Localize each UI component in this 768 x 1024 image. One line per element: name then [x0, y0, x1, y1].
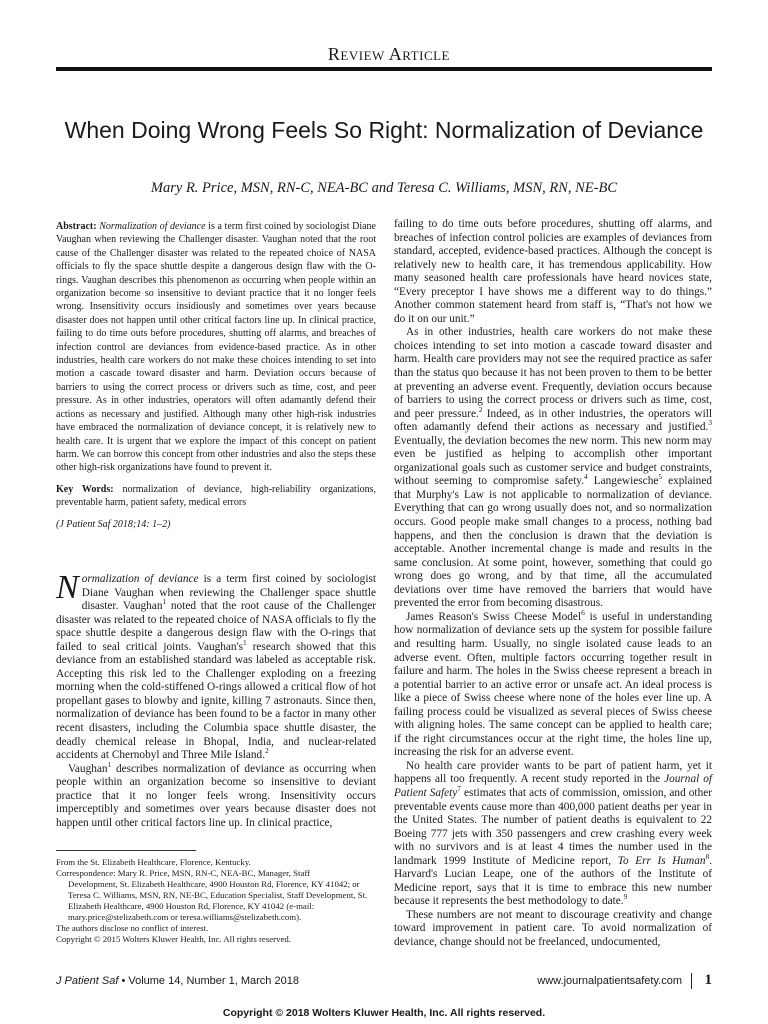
page-number: 1 [704, 972, 712, 988]
body-paragraph [394, 760, 712, 909]
correspondence-note: Correspondence: Mary R. Price, MSN, RN-C, NEA-BC, Manager, Staff [56, 868, 311, 878]
reference-marker: 1 [243, 637, 247, 647]
reference-marker: 8 [705, 851, 710, 861]
header-rule [56, 67, 712, 71]
journal-name: Journal of Patient Safety [394, 773, 712, 799]
body-text: noted that the root cause of the Challenger disaster was related to the repeated choice of NASA officials to fly the space shuttle despite a dangerous design flaw with the O-rings that failed to seal critical joints. Vaughan's [56, 600, 376, 653]
reference-marker: 3 [708, 418, 712, 428]
body-term: ormalization of deviance [81, 573, 199, 585]
reference-marker: 2 [478, 404, 483, 414]
body-text: is useful in understanding how normalization of deviance sets up the system for possible failure and resulting harm. Usually, no single isolated cause leads to an adverse event. Often, multiple factors occurring together result in failure and harm. The holes in the Swiss cheese represent a breach in a potential barrier to an active error or unsafe act. An ideal process is like a piece of Swiss cheese where none of the holes ever line up. A failing process could be visualized as several pieces of Swiss cheese with aligning holes. The same concept can be applied to health care; if the right circumstances occur at the right time, the holes line up, increasing the risk for an adverse event. [394, 610, 712, 759]
footer-bullet: • [121, 975, 126, 987]
volume-info: Volume 14, Number 1, March 2018 [128, 975, 299, 987]
section-label: Review Article [327, 44, 450, 64]
keywords-text: normalization of deviance, high-reliability organizations, preventable harm, patient safety, medical errors [56, 483, 376, 509]
reference-marker: 7 [457, 784, 461, 794]
reference-marker: 6 [581, 608, 585, 618]
body-left-column [56, 569, 376, 830]
body-paragraph: failing to do time outs before procedures, shutting off alarms, and breaches of infection control policies are examples of deviances from standard, accepted, evidence-based practices. Although the concept is relatively new to health care, it has tremendous applicability. How many seasoned health care professionals have heard novices state, “Every preceptor I have shows me a different way to do things.” Another common statement heard from staff is, “That's not how we do it on our unit.” [394, 218, 712, 325]
body-text: estimates that acts of commission, omission, and other preventable events cause more than 400,000 patient deaths per year in the United States. The number of patient deaths is equivalent to 22 Boeing 777 jets with 350 passengers and crew crashing every week with no survivors and is at least 4 times the number used in the landmark 1999 Institute of Medicine report, [394, 786, 712, 867]
journal-url[interactable]: www.journalpatientsafety.com [537, 975, 682, 987]
body-text: research showed that this deviance from an established standard was labeled as acceptable risk. Accepting this risk led to the Challenger exploding on a freezing morning when the cold-stiffened O-rings allowed a critical flow of hot propellant gases to blowby and ignite, killing 7 astronauts. Since then, normalization of deviance has been found to be a factor in many other recent disasters, including the Columbia space shuttle disaster, the deadly chemical release in Bhopal, India, and nuclear-related accidents at Chernobyl and Three Mile Island. [56, 640, 376, 762]
reference-marker: 2 [265, 746, 269, 756]
body-text: Indeed, as in other industries, the operators will often adamantly defend their actions as necessary and justified. [394, 407, 712, 434]
journal-footer [56, 975, 299, 987]
correspondence-details: Development, St. Elizabeth Healthcare, 4900 Houston Rd, Florence, KY 41042; or Teresa C. Williams, MSN, RN, NE-BC, Education Specialist, Staff Development, St. Elizabeth Healthcare, 4900 Houston Rd, Florence, KY 41042 (e-mail: mary.price@stelizabeth.com or teresa.williams@stelizabeth.com). [68, 879, 368, 922]
body-paragraph [394, 326, 712, 610]
report-title: To Err Is Human [617, 854, 706, 867]
body-paragraph [394, 608, 712, 760]
page-copyright: Copyright © 2018 Wolters Kluwer Health, Inc. All rights reserved. [222, 1007, 546, 1019]
body-text: As in other industries, health care workers do not make these choices intending to set into motion a cascade toward disaster and harm. Health care providers may not see the required practice as safer than the status quo because it has not been proven to them to be better at preventing an adverse event. Frequently, deviation occurs because of barriers to using the correct process or drivers such as time, cost, and peer pressure. [394, 326, 712, 420]
reference-marker: 4 [584, 472, 588, 482]
body-text: . Harvard's Lucian Leape, one of the authors of the Institute of Medicine report, says that it is time to embrace this new number because it represents the best methodology to date. [394, 854, 713, 908]
footer-separator [691, 973, 692, 989]
dropcap: N [56, 569, 79, 606]
reference-marker: 9 [623, 892, 628, 902]
copyright-note: Copyright © 2015 Wolters Kluwer Health, Inc. All rights reserved. [56, 934, 291, 944]
footnotes [56, 857, 376, 945]
page-footer [56, 973, 712, 993]
reference-marker: 1 [107, 759, 112, 769]
body-paragraph: These numbers are not meant to discourage creativity and change toward improvement in patient care. To avoid normalization of deviance, change should not be freelanced, undocumented, [394, 908, 712, 948]
footnote-rule [56, 850, 196, 851]
affiliation-note: From the St. Elizabeth Healthcare, Florence, Kentucky. [56, 857, 251, 867]
keywords [56, 483, 376, 510]
conflict-note: The authors disclose no conflict of interest. [56, 923, 209, 933]
reference-marker: 5 [658, 472, 663, 482]
body-text: describes normalization of deviance as occurring when people within an organization become so insensitive to deviant practice that it no longer feels wrong. Insensitivity occurs imperceptibly and sometimes over years because disaster does not happen until other critical factors line up. In clinical practice, [56, 762, 376, 829]
abstract [56, 220, 376, 475]
body-text: Langewiesche [587, 475, 659, 488]
abstract-term: Normalization of deviance [99, 221, 206, 232]
body-text: No health care provider wants to be part of patient harm, yet it happens all too frequently. A recent study reported in the [394, 759, 712, 786]
body-text: is a term first coined by sociologist Diane Vaughan when reviewing the Challenger space shuttle disaster. Vaughan [81, 573, 376, 613]
journal-abbrev: J Patient Saf [56, 975, 119, 987]
body-paragraph [56, 759, 376, 831]
body-text: explained that Murphy's Law is not applicable to normalization of deviance. Everything that can go wrong usually does not, and so normalization occurs. Good people make small changes to a process, nothing bad happens, and then the conclusion is drawn that the deviation is acceptable. Another incremental change is made and results in the same conclusion. At some point, however, something that could go wrong does go wrong, and by that time, all the accumulated deviations over time have removed the barriers that would have prevented the error from becoming disastrous. [394, 475, 712, 610]
keywords-label: Key Words: [56, 483, 114, 495]
body-text: Eventually, the deviation becomes the new norm. This new norm may even be justified as helping to accomplish other important organizational goals such as customer service and budget constraints, without seeming to compromise safety. [394, 434, 712, 488]
abstract-text: is a term first coined by sociologist Diane Vaughan when reviewing the Challenger disaster. Vaughan noted that the root cause of the Challenger disaster was related to the repeated choice of NASA officials to fly the space shuttle despite a dangerous design flaw with the O-rings. Vaughan describes this phenomenon as occurring when people within an organization become so insensitive to deviant practice that it no longer feels wrong. Insensitivity occurs insidiously and sometimes over years because disaster does not happen until other critical factors line up. In clinical practice, failing to do time outs before procedures, shutting off alarms, and breaches of infection control are deviances from evidence-based practice. As in other industries, health care workers do not make these choices intending to set into motion a cascade toward disaster and harm. Deviation occurs because of barriers to using the correct process or drivers such as time, cost, and peer pressure. As in other industries, operators will often adamantly defend their actions as necessary and justified. Although many other high-risk industries have embraced the normalization of deviance concept, it is relatively new to health care. It is urgent that we explore the impact of this concept on patient harm. We can borrow this concept from other industries and also the steps these other high-risk organizations have found to prevent it. [56, 221, 376, 474]
abstract-block [56, 220, 376, 531]
body-paragraph [56, 569, 376, 763]
reference-marker: 1 [162, 597, 167, 607]
citation: (J Patient Saf 2018;14: 1–2) [56, 518, 171, 530]
body-text: James Reason's Swiss Cheese Model [406, 610, 582, 623]
body-text: Vaughan [68, 762, 108, 775]
body-right-column [394, 218, 712, 950]
abstract-label: Abstract: [56, 221, 97, 232]
article-title: When Doing Wrong Feels So Right: Normalization of Deviance [64, 117, 704, 143]
article-authors: Mary R. Price, MSN, RN-C, NEA-BC and Teresa C. Williams, MSN, RN, NE-BC [150, 180, 618, 196]
